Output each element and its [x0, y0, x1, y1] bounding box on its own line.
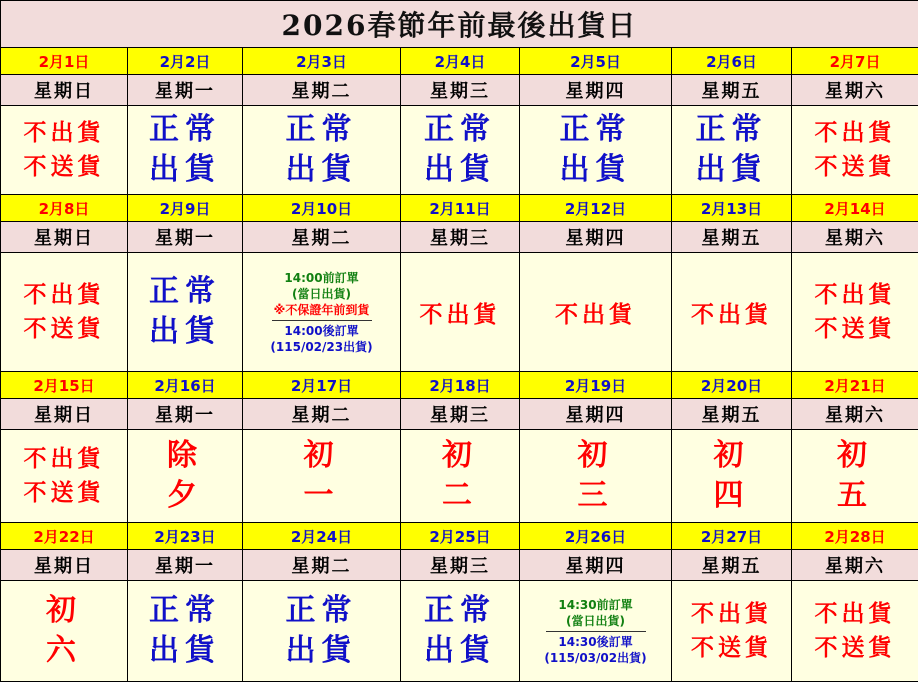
weekday-row — [1, 222, 918, 253]
cutoff-before-text: 14:30前訂單 — [558, 597, 633, 612]
status-text: 出貨 — [149, 152, 221, 187]
status-cell — [243, 253, 401, 372]
status-text: 正常 — [424, 593, 496, 628]
status-cell — [128, 430, 243, 523]
status-text: 正常 — [559, 112, 632, 147]
weekday-cell: 星期一 — [128, 75, 243, 106]
status-cell — [520, 106, 672, 195]
date-cell: 2月17日 — [243, 372, 401, 399]
status-text: 正常 — [149, 274, 221, 309]
weekday-cell: 星期四 — [520, 550, 672, 581]
date-row — [1, 523, 918, 550]
status-text: 不送貨 — [814, 315, 896, 342]
status-text: 初 — [837, 438, 874, 473]
status-cell — [672, 581, 792, 682]
status-cell — [128, 253, 243, 372]
date-row — [1, 195, 918, 222]
weekday-row — [1, 75, 918, 106]
status-cell — [792, 581, 918, 682]
status-text: 初 — [442, 438, 478, 473]
date-cell: 2月10日 — [243, 195, 401, 222]
status-cell — [520, 430, 672, 523]
status-cell — [1, 581, 128, 682]
page-title — [1, 1, 918, 48]
status-text: 不出貨 — [23, 445, 105, 472]
status-text: 不送貨 — [814, 153, 896, 180]
date-cell: 2月7日 — [792, 48, 918, 75]
status-cell — [401, 430, 520, 523]
status-text: 不出貨 — [555, 300, 636, 328]
weekday-cell: 星期五 — [672, 222, 792, 253]
date-cell: 2月3日 — [243, 48, 401, 75]
status-text: 不出貨 — [814, 600, 896, 627]
status-text: 不出貨 — [419, 300, 501, 328]
weekday-cell: 星期二 — [243, 550, 401, 581]
weekday-cell: 星期四 — [520, 75, 672, 106]
status-cell — [792, 106, 918, 195]
date-cell: 2月21日 — [792, 372, 918, 399]
weekday-cell: 星期二 — [243, 399, 401, 430]
status-text: 初 — [713, 438, 750, 473]
status-text: 出貨 — [559, 152, 632, 187]
weekday-cell: 星期六 — [792, 75, 918, 106]
date-cell: 2月19日 — [520, 372, 672, 399]
status-cell — [128, 106, 243, 195]
status-cell — [401, 106, 520, 195]
date-cell: 2月23日 — [128, 523, 243, 550]
status-text: 不出貨 — [814, 281, 896, 308]
date-cell: 2月26日 — [520, 523, 672, 550]
status-text: 正常 — [695, 112, 768, 147]
weekday-cell: 星期六 — [792, 550, 918, 581]
weekday-row — [1, 550, 918, 581]
status-cell — [243, 106, 401, 195]
cutoff-before-text: (當日出貨) — [292, 286, 351, 301]
date-cell: 2月4日 — [401, 48, 520, 75]
weekday-cell: 星期一 — [128, 222, 243, 253]
weekday-cell: 星期一 — [128, 550, 243, 581]
status-text: 初 — [46, 593, 82, 628]
weekday-cell: 星期日 — [1, 550, 128, 581]
date-cell: 2月27日 — [672, 523, 792, 550]
status-cell — [792, 430, 918, 523]
status-text: 出貨 — [285, 152, 358, 187]
status-row — [1, 581, 918, 682]
status-cell — [1, 430, 128, 523]
status-text: 正常 — [149, 593, 221, 628]
status-text: 不送貨 — [23, 479, 105, 506]
date-cell: 2月20日 — [672, 372, 792, 399]
status-text: 二 — [442, 478, 478, 513]
status-text: 除 — [167, 438, 203, 473]
title-row — [1, 1, 918, 48]
status-text: 夕 — [167, 478, 203, 513]
weekday-cell: 星期三 — [401, 222, 520, 253]
status-cell — [243, 581, 401, 682]
no-guarantee-warning: ※不保證年前到貨 — [273, 302, 370, 317]
status-text: 一 — [303, 478, 340, 513]
status-cell — [401, 581, 520, 682]
status-text: 出貨 — [424, 152, 496, 187]
weekday-cell: 星期三 — [401, 75, 520, 106]
status-text: 不送貨 — [691, 634, 772, 661]
status-text: 不出貨 — [23, 281, 105, 308]
status-cell — [672, 253, 792, 372]
status-cell — [672, 106, 792, 195]
date-cell: 2月5日 — [520, 48, 672, 75]
weekday-cell: 星期二 — [243, 75, 401, 106]
cutoff-after-text: 14:30後訂單 — [558, 634, 633, 649]
status-text: 正常 — [285, 112, 358, 147]
status-text: 不出貨 — [814, 119, 896, 146]
status-cell — [520, 581, 672, 682]
status-cell — [672, 430, 792, 523]
status-cell — [792, 253, 918, 372]
status-text: 出貨 — [285, 633, 358, 668]
date-cell: 2月9日 — [128, 195, 243, 222]
status-text: 不出貨 — [23, 119, 105, 146]
date-cell: 2月8日 — [1, 195, 128, 222]
date-cell: 2月28日 — [792, 523, 918, 550]
date-cell: 2月2日 — [128, 48, 243, 75]
status-text: 正常 — [424, 112, 496, 147]
cutoff-after-text: (115/02/23出貨) — [270, 339, 373, 354]
status-cell — [243, 430, 401, 523]
weekday-cell: 星期四 — [520, 399, 672, 430]
status-cell — [1, 253, 128, 372]
status-text: 出貨 — [149, 633, 221, 668]
status-cell — [401, 253, 520, 372]
status-text: 不送貨 — [23, 315, 105, 342]
status-cell — [128, 581, 243, 682]
cutoff-before-text: 14:00前訂單 — [284, 270, 359, 285]
date-cell: 2月25日 — [401, 523, 520, 550]
cutoff-before-text: (當日出貨) — [566, 613, 625, 628]
status-text: 正常 — [149, 112, 221, 147]
status-text: 初 — [303, 438, 340, 473]
weekday-row — [1, 399, 918, 430]
status-text: 六 — [46, 633, 82, 668]
weekday-cell: 星期三 — [401, 399, 520, 430]
status-text: 不送貨 — [814, 634, 896, 661]
status-text: 不出貨 — [691, 600, 772, 627]
status-row — [1, 106, 918, 195]
weekday-cell: 星期六 — [792, 399, 918, 430]
status-text: 不送貨 — [23, 153, 105, 180]
weekday-cell: 星期一 — [128, 399, 243, 430]
weekday-cell: 星期三 — [401, 550, 520, 581]
note-divider — [546, 631, 646, 632]
date-cell: 2月16日 — [128, 372, 243, 399]
weekday-cell: 星期五 — [672, 399, 792, 430]
note-divider — [272, 320, 372, 321]
date-cell: 2月18日 — [401, 372, 520, 399]
weekday-cell: 星期六 — [792, 222, 918, 253]
status-text: 初 — [577, 438, 614, 473]
date-cell: 2月12日 — [520, 195, 672, 222]
date-cell: 2月11日 — [401, 195, 520, 222]
cutoff-after-text: (115/03/02出貨) — [544, 650, 647, 665]
status-text: 出貨 — [695, 152, 768, 187]
date-cell: 2月22日 — [1, 523, 128, 550]
status-text: 五 — [837, 478, 874, 513]
status-text: 三 — [577, 478, 614, 513]
weekday-cell: 星期四 — [520, 222, 672, 253]
weekday-cell: 星期日 — [1, 222, 128, 253]
date-cell: 2月14日 — [792, 195, 918, 222]
date-cell: 2月13日 — [672, 195, 792, 222]
weekday-cell: 星期日 — [1, 75, 128, 106]
weekday-cell: 星期五 — [672, 550, 792, 581]
order-cutoff-note — [243, 270, 400, 355]
status-text: 出貨 — [149, 314, 221, 349]
date-cell: 2月15日 — [1, 372, 128, 399]
page-title-text: 2026春節年前最後出貨日 — [281, 9, 638, 42]
weekday-cell: 星期五 — [672, 75, 792, 106]
status-text: 正常 — [285, 593, 358, 628]
date-cell: 2月6日 — [672, 48, 792, 75]
status-text: 四 — [713, 478, 750, 513]
status-text: 出貨 — [424, 633, 496, 668]
date-row — [1, 372, 918, 399]
status-cell — [520, 253, 672, 372]
status-row — [1, 253, 918, 372]
cutoff-after-text: 14:00後訂單 — [284, 323, 359, 338]
status-text: 不出貨 — [691, 300, 772, 328]
date-row — [1, 48, 918, 75]
order-cutoff-note — [520, 597, 671, 666]
status-row — [1, 430, 918, 523]
status-cell — [1, 106, 128, 195]
date-cell: 2月1日 — [1, 48, 128, 75]
weekday-cell: 星期日 — [1, 399, 128, 430]
weekday-cell: 星期二 — [243, 222, 401, 253]
date-cell: 2月24日 — [243, 523, 401, 550]
